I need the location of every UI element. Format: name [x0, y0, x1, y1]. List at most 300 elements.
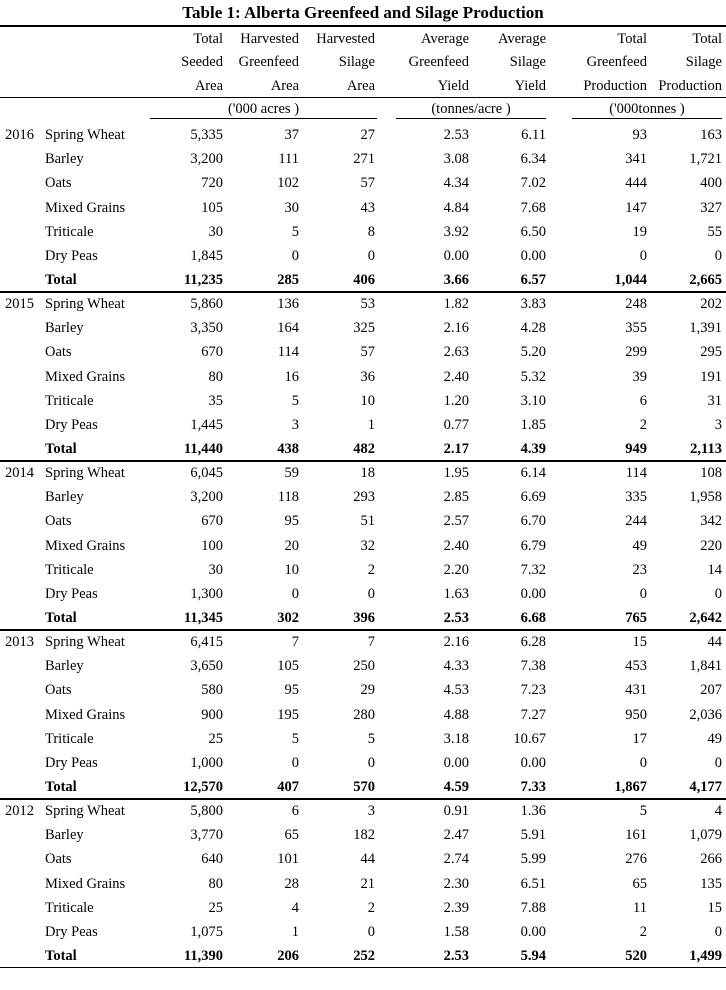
- table-cell: 39: [632, 369, 647, 385]
- table-cell: 1.20: [443, 393, 469, 409]
- table-cell: 7.02: [520, 175, 546, 191]
- table-cell: 57: [360, 344, 375, 360]
- table-cell: 28: [284, 876, 299, 892]
- table-cell: 2.47: [443, 827, 469, 843]
- column-header: Production: [583, 78, 647, 94]
- crop-label: Oats: [45, 682, 72, 698]
- table-cell: 0: [714, 586, 722, 602]
- table-cell: 580: [201, 682, 223, 698]
- table-cell: 325: [353, 320, 375, 336]
- table-cell: 4: [714, 803, 722, 819]
- table-cell: 3,650: [190, 658, 223, 674]
- table-cell: 295: [700, 344, 722, 360]
- table-cell: 3.92: [443, 224, 469, 240]
- table-cell: 1.63: [443, 586, 469, 602]
- table-cell: 271: [353, 151, 375, 167]
- table-cell: 147: [625, 200, 647, 216]
- table-cell: 108: [700, 465, 722, 481]
- table-cell: 4.53: [443, 682, 469, 698]
- table-cell: 11,440: [183, 441, 223, 457]
- table-cell: 11,345: [183, 610, 223, 626]
- table-cell: 640: [201, 851, 223, 867]
- header-rule: [0, 97, 726, 98]
- table-cell: 0: [291, 248, 299, 264]
- table-cell: 1,867: [614, 779, 647, 795]
- table-cell: 3: [291, 417, 299, 433]
- table-cell: 6: [639, 393, 647, 409]
- table-cell: 3: [714, 417, 722, 433]
- table-cell: 1.36: [520, 803, 546, 819]
- table-cell: 49: [707, 731, 722, 747]
- table-cell: 0.00: [520, 248, 546, 264]
- crop-label: Oats: [45, 513, 72, 529]
- table-cell: 7.23: [520, 682, 546, 698]
- crop-label: Mixed Grains: [45, 707, 126, 723]
- table-cell: 341: [625, 151, 647, 167]
- table-cell: 0: [291, 755, 299, 771]
- table-cell: 36: [360, 369, 375, 385]
- year-label: 2012: [5, 803, 34, 819]
- table-cell: 6.14: [520, 465, 546, 481]
- table-cell: 182: [353, 827, 375, 843]
- crop-label: Oats: [45, 175, 72, 191]
- table-cell: 30: [208, 562, 223, 578]
- table-cell: 30: [284, 200, 299, 216]
- table-cell: 10: [360, 393, 375, 409]
- table-cell: 0.00: [443, 755, 469, 771]
- table-cell: 23: [632, 562, 647, 578]
- table-cell: 6.57: [520, 272, 546, 288]
- table-cell: 244: [625, 513, 647, 529]
- table-cell: 431: [625, 682, 647, 698]
- table-cell: 7.68: [520, 200, 546, 216]
- crop-label: Oats: [45, 344, 72, 360]
- table-cell: 136: [277, 296, 299, 312]
- table-cell: 5: [639, 803, 647, 819]
- table-cell: 5.32: [520, 369, 546, 385]
- year-label: 2014: [5, 465, 34, 481]
- crop-label: Total: [45, 948, 77, 964]
- table-cell: 0.00: [520, 755, 546, 771]
- table-cell: 0.91: [443, 803, 469, 819]
- table-cell: 1,300: [190, 586, 223, 602]
- table-cell: 5.99: [520, 851, 546, 867]
- column-header: Average: [420, 31, 469, 47]
- table-cell: 400: [700, 175, 722, 191]
- table-cell: 2,642: [689, 610, 722, 626]
- table-cell: 2,665: [689, 272, 722, 288]
- table-cell: 0: [639, 755, 647, 771]
- table-cell: 3.83: [520, 296, 546, 312]
- table-cell: 0: [367, 248, 375, 264]
- crop-label: Barley: [45, 827, 84, 843]
- table-cell: 5,335: [190, 127, 223, 143]
- table-cell: 12,570: [183, 779, 223, 795]
- table-cell: 1,000: [190, 755, 223, 771]
- crop-label: Spring Wheat: [45, 803, 125, 819]
- crop-label: Mixed Grains: [45, 200, 126, 216]
- table-cell: 44: [360, 851, 375, 867]
- table-cell: 5: [291, 731, 299, 747]
- table-cell: 15: [632, 634, 647, 650]
- table-cell: 720: [201, 175, 223, 191]
- table-cell: 3.08: [443, 151, 469, 167]
- table-cell: 135: [700, 876, 722, 892]
- table-cell: 7.32: [520, 562, 546, 578]
- table-cell: 438: [277, 441, 299, 457]
- table-cell: 44: [707, 634, 722, 650]
- table-cell: 2.40: [443, 538, 469, 554]
- table-cell: 670: [201, 344, 223, 360]
- table-cell: 7.33: [520, 779, 546, 795]
- table-cell: 0: [639, 586, 647, 602]
- table-cell: 1,841: [689, 658, 722, 674]
- table-cell: 252: [353, 948, 375, 964]
- table-cell: 299: [625, 344, 647, 360]
- table-cell: 2.20: [443, 562, 469, 578]
- column-header: Greenfeed: [238, 54, 299, 70]
- crop-label: Spring Wheat: [45, 127, 125, 143]
- table-cell: 6.69: [520, 489, 546, 505]
- table-cell: 4: [291, 900, 299, 916]
- table-cell: 20: [284, 538, 299, 554]
- table-cell: 1.85: [520, 417, 546, 433]
- table-cell: 105: [201, 200, 223, 216]
- column-header: Average: [497, 31, 546, 47]
- table-cell: 327: [700, 200, 722, 216]
- table-cell: 2: [367, 900, 375, 916]
- table-cell: 293: [353, 489, 375, 505]
- table-cell: 3.18: [443, 731, 469, 747]
- table-cell: 4.33: [443, 658, 469, 674]
- crop-label: Oats: [45, 851, 72, 867]
- crop-label: Dry Peas: [45, 248, 98, 264]
- table-cell: 342: [700, 513, 722, 529]
- table-cell: 80: [208, 876, 223, 892]
- year-label: 2015: [5, 296, 34, 312]
- crop-label: Mixed Grains: [45, 369, 126, 385]
- table-cell: 3.66: [443, 272, 469, 288]
- table-cell: 2: [639, 417, 647, 433]
- table-cell: 266: [700, 851, 722, 867]
- table-cell: 207: [700, 682, 722, 698]
- table-cell: 65: [632, 876, 647, 892]
- table-cell: 35: [208, 393, 223, 409]
- table-cell: 10.67: [513, 731, 546, 747]
- column-header: Yield: [437, 78, 469, 94]
- column-header: Area: [270, 78, 299, 94]
- crop-label: Triticale: [45, 224, 94, 240]
- table-cell: 0: [714, 755, 722, 771]
- table-cell: 11: [633, 900, 647, 916]
- crop-label: Triticale: [45, 562, 94, 578]
- table-cell: 10: [284, 562, 299, 578]
- table-cell: 1,079: [689, 827, 722, 843]
- table-cell: 19: [632, 224, 647, 240]
- section-rule: [0, 291, 726, 293]
- table-cell: 18: [360, 465, 375, 481]
- table-cell: 355: [625, 320, 647, 336]
- table-cell: 11,390: [183, 948, 223, 964]
- column-header: Silage: [509, 54, 546, 70]
- table-cell: 53: [360, 296, 375, 312]
- table-cell: 164: [277, 320, 299, 336]
- table-cell: 1: [367, 417, 375, 433]
- table-cell: 37: [284, 127, 299, 143]
- crop-label: Dry Peas: [45, 586, 98, 602]
- table-cell: 335: [625, 489, 647, 505]
- table-cell: 1,075: [190, 924, 223, 940]
- table-cell: 195: [277, 707, 299, 723]
- table-cell: 105: [277, 658, 299, 674]
- table-cell: 11,235: [183, 272, 223, 288]
- table-cell: 2.30: [443, 876, 469, 892]
- table-cell: 3: [367, 803, 375, 819]
- unit-label: ('000 acres ): [227, 101, 300, 117]
- table-cell: 57: [360, 175, 375, 191]
- table-cell: 2: [367, 562, 375, 578]
- table-cell: 5: [367, 731, 375, 747]
- crop-label: Triticale: [45, 731, 94, 747]
- table-cell: 161: [625, 827, 647, 843]
- table-cell: 2,113: [690, 441, 722, 457]
- table-cell: 114: [277, 344, 299, 360]
- table-cell: 5.91: [520, 827, 546, 843]
- table-cell: 17: [632, 731, 647, 747]
- table-cell: 950: [625, 707, 647, 723]
- crop-label: Barley: [45, 489, 84, 505]
- table-cell: 3,200: [190, 151, 223, 167]
- table-cell: 2.40: [443, 369, 469, 385]
- table-cell: 1,391: [689, 320, 722, 336]
- table-cell: 2.53: [443, 948, 469, 964]
- crop-label: Barley: [45, 151, 84, 167]
- table-cell: 1.95: [443, 465, 469, 481]
- table-cell: 1,445: [190, 417, 223, 433]
- table-cell: 4,177: [689, 779, 722, 795]
- table-cell: 482: [353, 441, 375, 457]
- table-cell: 1.82: [443, 296, 469, 312]
- table-cell: 1: [291, 924, 299, 940]
- column-header: Harvested: [240, 31, 299, 47]
- table-cell: 444: [625, 175, 647, 191]
- table-cell: 520: [625, 948, 647, 964]
- table-cell: 55: [707, 224, 722, 240]
- table-cell: 101: [277, 851, 299, 867]
- section-rule: [0, 460, 726, 462]
- table-cell: 0.00: [443, 248, 469, 264]
- table-cell: 2.63: [443, 344, 469, 360]
- table-cell: 949: [625, 441, 647, 457]
- table-cell: 6.51: [520, 876, 546, 892]
- crop-label: Dry Peas: [45, 755, 98, 771]
- table-cell: 27: [360, 127, 375, 143]
- table-cell: 7.38: [520, 658, 546, 674]
- crop-label: Dry Peas: [45, 417, 98, 433]
- table-cell: 95: [284, 682, 299, 698]
- column-header: Yield: [514, 78, 546, 94]
- column-header: Silage: [338, 54, 375, 70]
- table-cell: 163: [700, 127, 722, 143]
- table-cell: 2.16: [443, 320, 469, 336]
- table-cell: 4.28: [520, 320, 546, 336]
- table-cell: 1,044: [614, 272, 647, 288]
- crop-label: Dry Peas: [45, 924, 98, 940]
- table-cell: 6,045: [190, 465, 223, 481]
- table-cell: 302: [277, 610, 299, 626]
- table-cell: 0: [367, 924, 375, 940]
- table-cell: 1,721: [689, 151, 722, 167]
- table-cell: 765: [625, 610, 647, 626]
- column-header: Greenfeed: [408, 54, 469, 70]
- table-cell: 0: [367, 586, 375, 602]
- table-cell: 4.88: [443, 707, 469, 723]
- column-header: Greenfeed: [586, 54, 647, 70]
- table-cell: 93: [632, 127, 647, 143]
- table-cell: 5.20: [520, 344, 546, 360]
- table-cell: 6.34: [520, 151, 546, 167]
- year-label: 2016: [5, 127, 34, 143]
- table-title: Table 1: Alberta Greenfeed and Silage Production: [182, 3, 544, 22]
- table-cell: 7: [367, 634, 375, 650]
- table-cell: 43: [360, 200, 375, 216]
- table-cell: 1,958: [689, 489, 722, 505]
- unit-label: (tonnes/acre ): [431, 101, 511, 117]
- crop-label: Total: [45, 272, 77, 288]
- table-cell: 2.39: [443, 900, 469, 916]
- table-cell: 0: [367, 755, 375, 771]
- table-cell: 32: [360, 538, 375, 554]
- crop-label: Barley: [45, 658, 84, 674]
- table-cell: 191: [700, 369, 722, 385]
- table-cell: 6.70: [520, 513, 546, 529]
- column-header: Harvested: [316, 31, 375, 47]
- table-cell: 31: [707, 393, 722, 409]
- table-cell: 1.58: [443, 924, 469, 940]
- table-cell: 3,350: [190, 320, 223, 336]
- table-cell: 2.17: [443, 441, 469, 457]
- crop-label: Barley: [45, 320, 84, 336]
- table-cell: 3,770: [190, 827, 223, 843]
- table-cell: 248: [625, 296, 647, 312]
- table-cell: 25: [208, 900, 223, 916]
- table-cell: 51: [360, 513, 375, 529]
- table-cell: 111: [278, 151, 299, 167]
- column-header: Area: [346, 78, 375, 94]
- table-cell: 16: [284, 369, 299, 385]
- section-rule: [0, 798, 726, 800]
- column-header: Production: [658, 78, 722, 94]
- crop-label: Total: [45, 610, 77, 626]
- table-cell: 0.00: [520, 924, 546, 940]
- table-cell: 670: [201, 513, 223, 529]
- table-cell: 2.53: [443, 127, 469, 143]
- table-cell: 5.94: [520, 948, 546, 964]
- table-cell: 570: [353, 779, 375, 795]
- table-cell: 118: [277, 489, 299, 505]
- table-cell: 5,800: [190, 803, 223, 819]
- section-rule: [0, 967, 726, 968]
- table-cell: 220: [700, 538, 722, 554]
- table-cell: 5: [291, 224, 299, 240]
- table-cell: 102: [277, 175, 299, 191]
- crop-label: Triticale: [45, 900, 94, 916]
- column-header: Silage: [685, 54, 722, 70]
- table-cell: 6.11: [521, 127, 546, 143]
- column-header: Total: [692, 31, 722, 47]
- crop-label: Mixed Grains: [45, 876, 126, 892]
- table-cell: 4.39: [520, 441, 546, 457]
- table-cell: 900: [201, 707, 223, 723]
- crop-label: Mixed Grains: [45, 538, 126, 554]
- table-cell: 6.79: [520, 538, 546, 554]
- crop-label: Spring Wheat: [45, 296, 125, 312]
- table-cell: 1,499: [689, 948, 722, 964]
- column-header: Area: [194, 78, 223, 94]
- title-rule: [0, 25, 726, 27]
- table-cell: 0: [291, 586, 299, 602]
- column-header: Total: [193, 31, 223, 47]
- table-cell: 30: [208, 224, 223, 240]
- table-cell: 6.50: [520, 224, 546, 240]
- table-cell: 21: [360, 876, 375, 892]
- table-cell: 25: [208, 731, 223, 747]
- table-cell: 8: [367, 224, 375, 240]
- table-cell: 406: [353, 272, 375, 288]
- table-cell: 6.68: [520, 610, 546, 626]
- table-cell: 6.28: [520, 634, 546, 650]
- table-cell: 396: [353, 610, 375, 626]
- table-cell: 2: [639, 924, 647, 940]
- table-cell: 114: [625, 465, 647, 481]
- table-cell: 5,860: [190, 296, 223, 312]
- table-cell: 5: [291, 393, 299, 409]
- table-cell: 3,200: [190, 489, 223, 505]
- table-cell: 7: [291, 634, 299, 650]
- table-cell: 6: [291, 803, 299, 819]
- table-cell: 7.27: [520, 707, 546, 723]
- crop-label: Spring Wheat: [45, 465, 125, 481]
- table-cell: 65: [284, 827, 299, 843]
- crop-label: Total: [45, 441, 77, 457]
- table-cell: 15: [707, 900, 722, 916]
- table-cell: 202: [700, 296, 722, 312]
- table-cell: 407: [277, 779, 299, 795]
- table-cell: 14: [707, 562, 722, 578]
- table-cell: 3.10: [520, 393, 546, 409]
- table-cell: 0: [714, 924, 722, 940]
- table-cell: 1,845: [190, 248, 223, 264]
- table-cell: 2,036: [689, 707, 722, 723]
- table-cell: 206: [277, 948, 299, 964]
- crop-label: Triticale: [45, 393, 94, 409]
- table-cell: 2.16: [443, 634, 469, 650]
- crop-label: Total: [45, 779, 77, 795]
- column-header: Total: [617, 31, 647, 47]
- table-cell: 95: [284, 513, 299, 529]
- table-cell: 2.57: [443, 513, 469, 529]
- crop-label: Spring Wheat: [45, 634, 125, 650]
- table-cell: 250: [353, 658, 375, 674]
- section-rule: [0, 629, 726, 631]
- table-cell: 4.34: [443, 175, 469, 191]
- table-cell: 0.77: [443, 417, 469, 433]
- table-cell: 29: [360, 682, 375, 698]
- year-label: 2013: [5, 634, 34, 650]
- table-cell: 4.59: [443, 779, 469, 795]
- table-cell: 276: [625, 851, 647, 867]
- table-cell: 49: [632, 538, 647, 554]
